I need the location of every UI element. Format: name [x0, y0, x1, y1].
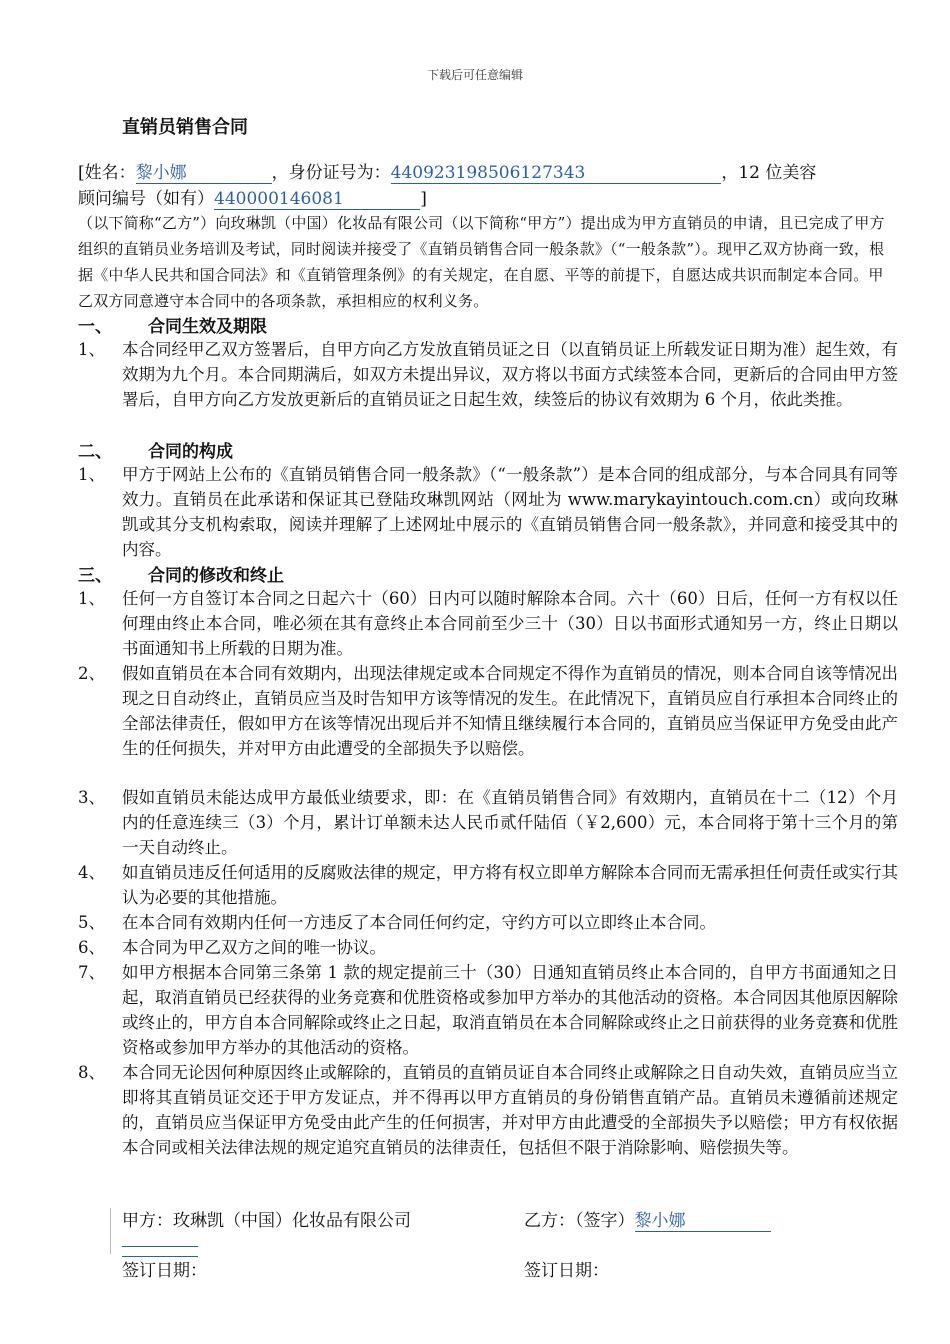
section-heading-1: 一、 合同生效及期限 — [78, 317, 267, 337]
clause-2-1: 1、 甲方于网站上公布的《直销员销售合同一般条款》（“一般条款”）是本合同的组成部分，与本合同具有同等效力。直销员在此承诺和保证其已登陆玫琳凯网站（网址为 www.marykayintouch.com.cn）或向玫琳凯或其分支机构索取，阅读并理解了上述网址中展示的《直销员销售合同一般条款》，并同意和接受其中的内容。 — [78, 465, 898, 559]
clause-3-8: 8、 本合同无论因何种原因终止或解除的，直销员的直销员证自本合同终止或解除之日自动失效，直销员应当立即将其直销员证交还于甲方发证点，并不得再以甲方直销员的身份销售直销产品。直销员未遵循前述规定的，直销员应当保证甲方免受由此产生的任何损害，并对甲方由此遭受的全部损失予以赔偿；甲方有权依据本合同或相关法律法规的规定追究直销员的法律责任，包括但不限于消除影响、赔偿损失等。 — [78, 1063, 898, 1157]
name-field[interactable]: 黎小娜 — [136, 163, 272, 184]
clause-3-5: 5、 在本合同有效期内任何一方违反了本合同任何约定，守约方可以立即终止本合同。 — [78, 913, 716, 932]
clause-3-6: 6、 本合同为甲乙双方之间的唯一协议。 — [78, 938, 386, 957]
clause-3-4: 4、 如直销员违反任何适用的反腐败法律的规定，甲方将有权立即单方解除本合同而无需承担任何责任或实行其认为必要的其他措施。 — [78, 863, 898, 907]
code-label-2: 顾问编号（如有） — [78, 189, 214, 209]
section-heading-2: 二、 合同的构成 — [78, 442, 233, 462]
bracket-close: ] — [420, 189, 427, 209]
clause-3-1: 1、 任何一方自签订本合同之日起六十（60）日内可以随时解除本合同。六十（60）日后，任何一方有权以任何理由终止本合同，唯必须在其有意终止本合同前至少三十（30）日以书面形式通知另一方，终止日期以书面通知书上所载的日期为准。 — [78, 589, 898, 658]
section-heading-3: 三、 合同的修改和终止 — [78, 566, 284, 586]
intro-paragraph: （以下简称“乙方”）向玫琳凯（中国）化妆品有限公司（以下简称“甲方”）提出成为甲方直销员的申请，且已完成了甲方组织的直销员业务培训及考试，同时阅读并接受了《直销员销售合同一般条款》（“一般条款”）。现甲乙双方协商一致，根据《中华人民共和国合同法》和《直销管理条例》的有关规定，在自愿、平等的前提下，自愿达成共识而制定本合同。甲乙双方同意遵守本合同中的各项条款，承担相应的权利义务。 — [78, 214, 885, 310]
signature-margin-bar — [110, 1208, 111, 1254]
id-label: ，身份证号为： — [271, 163, 391, 183]
party-b-name-field[interactable]: 黎小娜 — [635, 1211, 771, 1232]
party-a-signature: 甲方：玫琳凯（中国）化妆品有限公司 — [122, 1211, 411, 1231]
clause-3-7: 7、 如甲方根据本合同第三条第 1 款的规定提前三十（30）日通知直销员终止本合同的，自甲方书面通知之日起，取消直销员已经获得的业务竞赛和优胜资格或参加甲方举办的其他活动的资格。本合同因其他原因解除或终止的，甲方自本合同解除或终止之日起，取消直销员在本合同解除或终止之日前获得的业务竞赛和优胜资格或参加甲方举办的其他活动的资格。 — [78, 963, 898, 1057]
id-number-field[interactable]: 440923198506127343 — [391, 163, 722, 184]
clause-3-2: 2、 假如直销员在本合同有效期内，出现法律规定或本合同规定不得作为直销员的情况，则本合同自该等情况出现之日自动终止，直销员应当及时告知甲方该等情况的发生。在此情况下，直销员应自行承担本合同终止的全部法律责任，假如甲方在该等情况出现后并不知情且继续履行本合同的，直销员应当保证甲方免受由此产生的任何损失，并对甲方由此遭受的全部损失予以赔偿。 — [78, 664, 898, 758]
header-note: 下载后可任意编辑 — [426, 68, 523, 82]
clause-3-3: 3、 假如直销员未能达成甲方最低业绩要求，即：在《直销员销售合同》有效期内，直销员在十二（12）个月内的任意连续三（3）个月，累计订单额未达人民币贰仟陆佰（￥2,600）元，本合同将于第十三个月的第一天自动终止。 — [78, 788, 898, 857]
clause-1-1: 1、 本合同经甲乙双方签署后，自甲方向乙方发放直销员证之日（以直销员证上所载发证日期为准）起生效，有效期为九个月。本合同期满后，如双方未提出异议，双方将以书面方式续签本合同，更新后的合同由甲方签署后，自甲方向乙方发放更新后的直销员证之日起生效，续签后的协议有效期为 6 个月，依此类推。 — [78, 340, 898, 409]
party-a-sign-date[interactable]: 签订日期： — [122, 1261, 207, 1281]
bracket-open: [姓名： — [78, 163, 136, 183]
party-info-block — [78, 160, 892, 212]
party-b-signature: 乙方：（签字）黎小娜 — [524, 1208, 771, 1234]
signature-underline — [122, 1246, 198, 1257]
consultant-code-field[interactable]: 440000146081 — [214, 189, 420, 210]
document-title: 直销员销售合同 — [122, 117, 248, 138]
party-b-sign-date[interactable]: 签订日期： — [524, 1261, 609, 1281]
code-label: ，12 位美容 — [721, 163, 817, 183]
